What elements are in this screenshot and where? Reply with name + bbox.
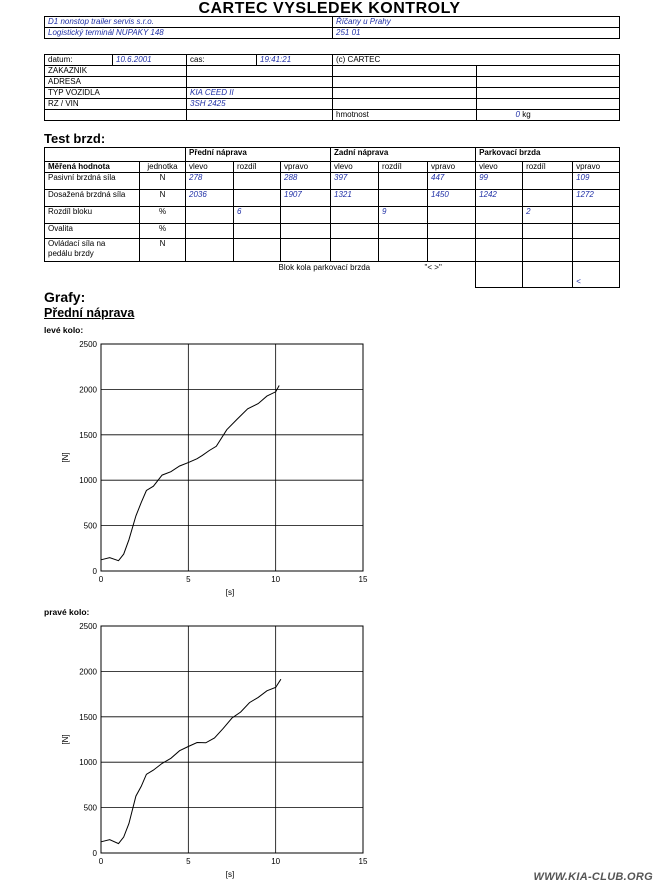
x-tick-label: 0: [98, 575, 104, 584]
cell: [234, 224, 281, 239]
row-unit: N: [140, 239, 186, 262]
cell: [186, 224, 234, 239]
cell: [186, 239, 234, 262]
cell: 6: [234, 207, 281, 224]
cell: 1272: [573, 190, 620, 207]
row-unit: %: [140, 207, 186, 224]
cell: 1242: [476, 190, 523, 207]
x-axis-label: [s]: [225, 870, 235, 879]
y-tick-label: 1000: [79, 476, 97, 486]
datum-label: datum:: [45, 55, 113, 66]
x-tick-label: 15: [358, 857, 368, 866]
col-unit: jednotka: [140, 162, 186, 173]
row-label: Rozdíl bloku: [45, 207, 140, 224]
cell: [331, 224, 379, 239]
adresa-value: [187, 77, 333, 88]
row-label: Dosažená brzdná síla: [45, 190, 140, 207]
hmotnost-spacer2: [187, 110, 333, 121]
plot-frame: [101, 344, 363, 571]
zakaznik-extra1: [333, 66, 477, 77]
cell: [234, 173, 281, 190]
y-tick-label: 1500: [79, 430, 97, 440]
row-unit: %: [140, 224, 186, 239]
hmotnost-cell: [477, 110, 620, 121]
cell: [379, 173, 428, 190]
blok-symbol: "< >": [424, 263, 442, 272]
sub-header: vlevo: [186, 162, 234, 173]
cell: [476, 239, 523, 262]
cell: [523, 173, 573, 190]
copyright: (c) CARTEC: [333, 55, 620, 66]
row-label: [45, 239, 140, 262]
col-measured: Měřená hodnota: [45, 162, 140, 173]
y-tick-label: 500: [83, 803, 97, 813]
rz-value: 3SH 2425: [187, 99, 333, 110]
x-tick-label: 5: [186, 857, 191, 866]
cell: [379, 190, 428, 207]
sub-header: vpravo: [573, 162, 620, 173]
cell: [234, 190, 281, 207]
cell: [573, 239, 620, 262]
hmotnost-label: hmotnost: [333, 110, 477, 121]
cell: 2036: [186, 190, 234, 207]
hmotnost-value: 0: [515, 110, 520, 119]
sub-header: rozdíl: [234, 162, 281, 173]
cell: [234, 239, 281, 262]
cell: [379, 224, 428, 239]
brake-test-table: [44, 147, 620, 288]
x-tick-label: 15: [358, 575, 368, 584]
sub-header: rozdíl: [379, 162, 428, 173]
x-axis-label: [s]: [225, 588, 235, 597]
row-label: Ovalita: [45, 224, 140, 239]
cell: 9: [379, 207, 428, 224]
cell: [281, 207, 331, 224]
y-tick-label: 1000: [79, 758, 97, 768]
cell: 447: [428, 173, 476, 190]
zakaznik-label: ZAKAZNIK: [45, 66, 187, 77]
cell: [428, 239, 476, 262]
row-label-line2: pedálu brzdy: [48, 249, 94, 258]
series-line: [101, 679, 281, 843]
cell: [476, 224, 523, 239]
park-result: <: [573, 262, 620, 288]
chart-right-wheel: [54, 620, 374, 882]
y-axis-label: [N]: [61, 452, 70, 463]
cell: [331, 239, 379, 262]
y-axis-label: [N]: [61, 734, 70, 745]
row-label-line1: Ovládací síla na: [48, 239, 106, 248]
row-unit: N: [140, 173, 186, 190]
cas-label: cas:: [187, 55, 257, 66]
graphs-title: Grafy:: [44, 289, 86, 305]
cell: [281, 239, 331, 262]
cell: [573, 207, 620, 224]
company-name: D1 nonstop trailer servis s.r.o.: [45, 17, 333, 28]
group-parking-brake: Parkovací brzda: [476, 148, 620, 162]
y-tick-label: 500: [83, 521, 97, 531]
header-blank: [45, 148, 186, 162]
typ-extra2: [477, 88, 620, 99]
plot-frame: [101, 626, 363, 853]
x-tick-label: 10: [271, 575, 281, 584]
y-tick-label: 1500: [79, 712, 97, 722]
hmotnost-spacer: [45, 110, 187, 121]
cell: 288: [281, 173, 331, 190]
company-address: Logistický terminál NUPAKY 148: [45, 28, 333, 39]
adresa-label: ADRESA: [45, 77, 187, 88]
cell: [523, 239, 573, 262]
group-rear-axle: Zadní náprava: [331, 148, 476, 162]
cell: 397: [331, 173, 379, 190]
group-front-axle: Přední náprava: [186, 148, 331, 162]
cell: [331, 207, 379, 224]
adresa-extra2: [477, 77, 620, 88]
row-unit: N: [140, 190, 186, 207]
cell: 1450: [428, 190, 476, 207]
row-label: Pasivní brzdná síla: [45, 173, 140, 190]
cell: [379, 239, 428, 262]
cell: [573, 224, 620, 239]
info-table: [44, 54, 620, 121]
cell: 109: [573, 173, 620, 190]
cell: 99: [476, 173, 523, 190]
watermark: WWW.KIA-CLUB.ORG: [533, 871, 653, 883]
x-tick-label: 10: [271, 857, 281, 866]
axle-title: Přední náprava: [44, 306, 135, 320]
rz-extra2: [477, 99, 620, 110]
y-tick-label: 2000: [79, 667, 97, 677]
sub-header: vlevo: [476, 162, 523, 173]
cell: 278: [186, 173, 234, 190]
typ-label: TYP VOZIDLA: [45, 88, 187, 99]
series-line: [101, 386, 279, 561]
blok-text: Blok kola parkovací brzda: [278, 263, 371, 272]
sub-header: vlevo: [331, 162, 379, 173]
cell: 1321: [331, 190, 379, 207]
zakaznik-extra2: [477, 66, 620, 77]
table-row: [45, 224, 620, 239]
hmotnost-unit: kg: [522, 110, 531, 119]
cas-value: 19:41:21: [257, 55, 333, 66]
y-tick-label: 2000: [79, 385, 97, 395]
company-zip: 251 01: [333, 28, 620, 39]
y-tick-label: 0: [92, 567, 97, 576]
cell: [523, 224, 573, 239]
typ-extra1: [333, 88, 477, 99]
page-title: CARTEC VYSLEDEK KONTROLY: [198, 0, 461, 17]
table-row: [45, 207, 620, 224]
rz-extra1: [333, 99, 477, 110]
y-tick-label: 0: [92, 849, 97, 858]
cell: [428, 207, 476, 224]
sub-header: vpravo: [281, 162, 331, 173]
sub-header: vpravo: [428, 162, 476, 173]
sub-header: rozdíl: [523, 162, 573, 173]
cell: 2: [523, 207, 573, 224]
y-tick-label: 2500: [79, 622, 97, 631]
blok-text-cell: [278, 262, 476, 288]
chart-left-wheel: [54, 338, 374, 600]
x-tick-label: 0: [98, 857, 104, 866]
y-tick-label: 2500: [79, 340, 97, 349]
typ-value: KIA CEED II: [187, 88, 333, 99]
table-row: [45, 239, 620, 262]
cell: [281, 224, 331, 239]
park-cell-left: [476, 262, 523, 288]
left-wheel-label: levé kolo:: [44, 325, 84, 335]
rz-label: RZ / VIN: [45, 99, 187, 110]
cell: [186, 207, 234, 224]
cell: [428, 224, 476, 239]
cell: [476, 207, 523, 224]
company-city: Říčany u Prahy: [333, 17, 620, 28]
cell: [523, 190, 573, 207]
x-tick-label: 5: [186, 575, 191, 584]
adresa-extra1: [333, 77, 477, 88]
right-wheel-label: pravé kolo:: [44, 607, 90, 617]
table-row: [45, 190, 620, 207]
company-table: [44, 16, 620, 39]
table-row: [45, 173, 620, 190]
datum-value: 10.6.2001: [113, 55, 187, 66]
zakaznik-value: [187, 66, 333, 77]
brake-test-title: Test brzd:: [44, 131, 106, 146]
park-cell-mid: [523, 262, 573, 288]
cell: 1907: [281, 190, 331, 207]
